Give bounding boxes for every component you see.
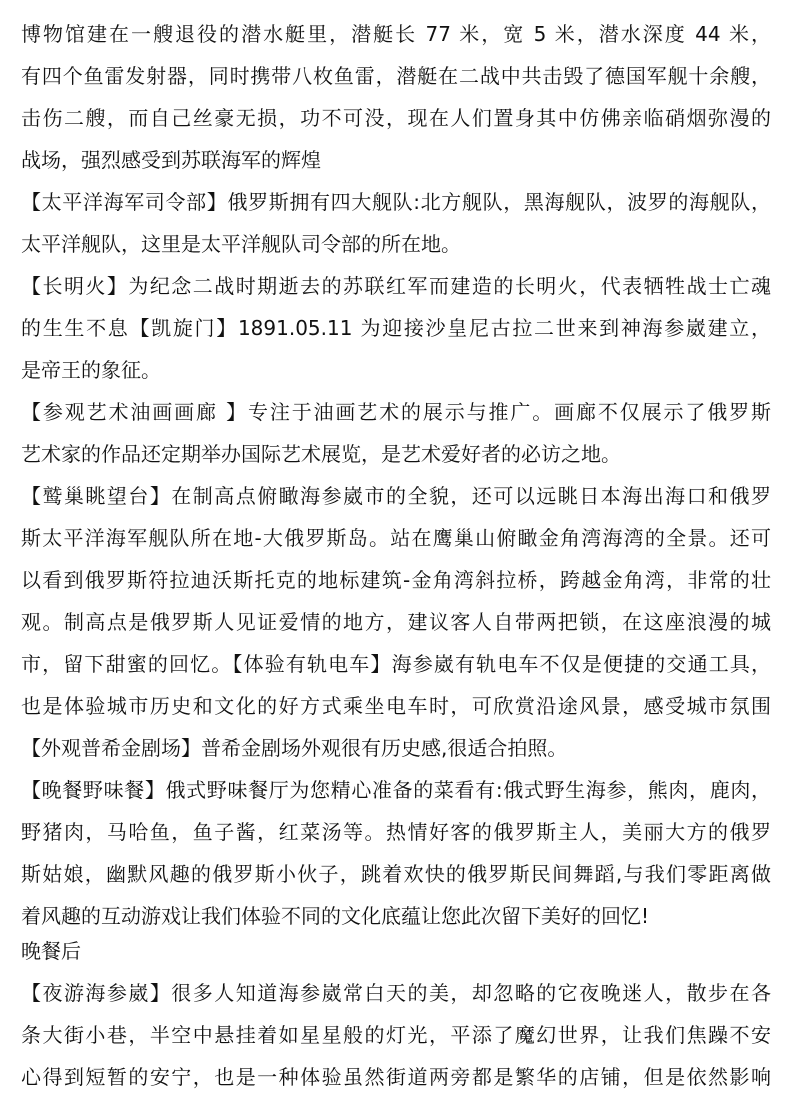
text-line: 的生生不息【凯旋门】1891.05.11 为迎接沙皇尼古拉二世来到神海参崴建立， — [21, 316, 771, 340]
text-line: 【参观艺术油画画廊 】专注于油画艺术的展示与推广。画廊不仅展示了俄罗斯 — [21, 400, 771, 424]
text-line: 太平洋舰队，这里是太平洋舰队司令部的所在地。 — [21, 232, 461, 256]
text-line: 晚餐后 — [21, 939, 81, 963]
text-line: 艺术家的作品还定期举办国际艺术展览，是艺术爱好者的必访之地。 — [21, 442, 621, 466]
text-line: 斯姑娘，幽默风趣的俄罗斯小伙子，跳着欢快的俄罗斯民间舞蹈,与我们零距离做 — [21, 862, 771, 886]
text-line: 条大街小巷，半空中悬挂着如星星般的灯光，平添了魔幻世界，让我们焦躁不安 — [21, 1023, 771, 1047]
text-line: 着风趣的互动游戏让我们体验不同的文化底蕴让您此次留下美好的回忆! — [21, 904, 650, 928]
text-line: 市，留下甜蜜的回忆。【体验有轨电车】海参崴有轨电车不仅是便捷的交通工具， — [21, 652, 771, 676]
text-line: 以看到俄罗斯符拉迪沃斯托克的地标建筑-金角湾斜拉桥，跨越金角湾，非常的壮 — [21, 568, 771, 592]
text-line: 斯太平洋海军舰队所在地-大俄罗斯岛。站在鹰巢山俯瞰金角湾海湾的全景。还可 — [21, 526, 771, 550]
text-line: 有四个鱼雷发射器，同时携带八枚鱼雷，潜艇在二战中共击毁了德国军舰十余艘， — [21, 64, 771, 88]
text-line: 野猪肉，马哈鱼，鱼子酱，红菜汤等。热情好客的俄罗斯主人，美丽大方的俄罗 — [21, 820, 771, 844]
text-line: 击伤二艘，而自己丝豪无损，功不可没，现在人们置身其中仿佛亲临硝烟弥漫的 — [21, 106, 771, 130]
text-line: 【夜游海参崴】很多人知道海参崴常白天的美，却忽略的它夜晚迷人，散步在各 — [21, 981, 771, 1005]
text-line: 【长明火】为纪念二战时期逝去的苏联红军而建造的长明火，代表牺牲战士亡魂 — [21, 274, 771, 298]
text-line: 战场，强烈感受到苏联海军的辉煌 — [21, 148, 321, 172]
text-line: 【鹫巢眺望台】在制高点俯瞰海参崴市的全貌，还可以远眺日本海出海口和俄罗 — [21, 484, 771, 508]
text-line: 【太平洋海军司令部】俄罗斯拥有四大舰队:北方舰队，黑海舰队，波罗的海舰队， — [21, 190, 771, 214]
text-line: 心得到短暂的安宁，也是一种体验虽然街道两旁都是繁华的店铺，但是依然影响 — [21, 1065, 771, 1089]
text-line: 观。制高点是俄罗斯人见证爱情的地方，建议客人自带两把锁，在这座浪漫的城 — [21, 610, 771, 634]
text-line: 博物馆建在一艘退役的潜水艇里，潜艇长 77 米，宽 5 米，潜水深度 44 米， — [21, 22, 771, 46]
text-line: 【晚餐野味餐】俄式野味餐厅为您精心准备的菜看有:俄式野生海参，熊肉，鹿肉， — [21, 778, 771, 802]
text-line: 【外观普希金剧场】普希金剧场外观很有历史感,很适合拍照。 — [21, 736, 568, 760]
text-line: 也是体验城市历史和文化的好方式乘坐电车时，可欣赏沿途风景，感受城市氛围 — [21, 694, 771, 718]
text-line: 是帝王的象征。 — [21, 358, 161, 382]
